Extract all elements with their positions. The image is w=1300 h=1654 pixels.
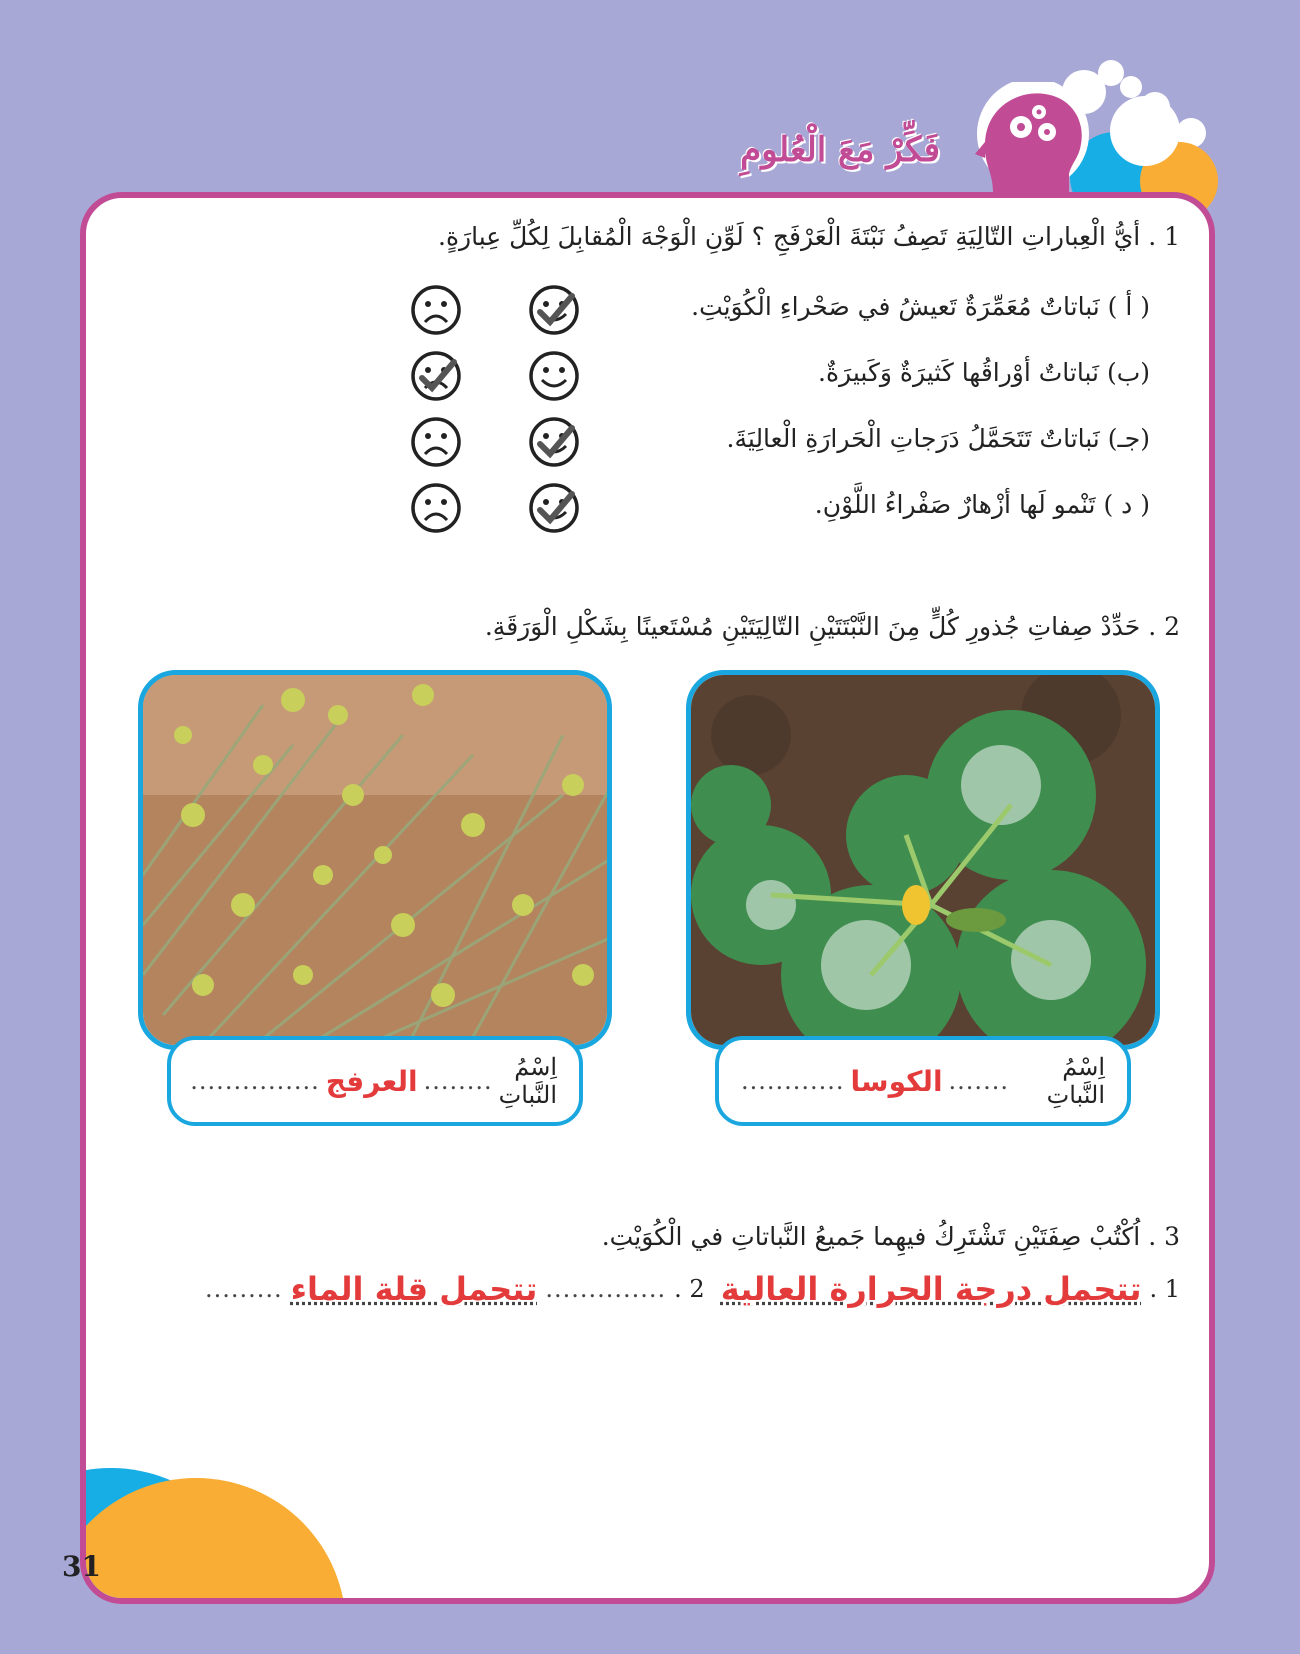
question-1-text: 1 . أيُّ الْعِباراتِ التّالِيَةِ تَصِفُ نَبْتَةَ الْعَرْفَجِ ؟ لَوِّنِ الْوَجْهَ الْمُقابِلَ لِكُلِّ عِبارَةٍ. [438,222,1180,251]
question-3-text: 3 . اُكْتُبْ صِفَتَيْنِ تَشْتَرِكُ فيهِما جَميعُ النَّباتاتِ في الْكُوَيْتِ. [601,1222,1180,1251]
sad-face-icon[interactable] [410,416,462,468]
statement-a: ( أ ) نَباتاتٌ مُعَمِّرَةٌ تَعيشُ في صَحْراءِ الْكُوَيْتِ. [691,292,1150,321]
dotted-line: .............. [545,1275,667,1303]
happy-face-checked-icon[interactable] [528,482,580,534]
plant-name-prompt: اِسْمُ النَّباتِ [498,1053,557,1109]
dotted-line: ............ [741,1067,845,1095]
plant-name-prompt: اِسْمُ النَّباتِ [1046,1053,1105,1109]
dotted-line: ........ [423,1067,493,1095]
statement-c: (جـ) نَباتاتٌ تَتَحَمَّلُ دَرَجاتِ الْحَرارَةِ الْعالِيَةَ. [726,424,1150,453]
zucchini-photo [686,670,1160,1050]
answer-number: 1 . [1149,1275,1180,1303]
dotted-line: ......... [205,1275,283,1303]
plant-name-answer: العرفج [325,1064,418,1098]
dotted-line: ............... [190,1067,320,1095]
plant-name-box-zucchini[interactable] [715,1036,1131,1126]
happy-face-checked-icon[interactable] [528,416,580,468]
happy-face-icon[interactable] [528,350,580,402]
arfaj-photo [138,670,612,1050]
sad-face-icon[interactable] [410,482,462,534]
decor-bubble [1110,96,1180,166]
plant-name-box-arfaj[interactable] [167,1036,583,1126]
brain-gears-icon [963,82,1093,197]
statement-d: ( د ) تَنْمو لَها أزْهارٌ صَفْراءُ اللَّوْنِ. [814,490,1150,519]
answer-text: تتحمل درجة الحرارة العالية [720,1270,1142,1308]
statement-b: (ب) نَباتاتٌ أوْراقُها كَثيرَةٌ وَكَبيرَةٌ. [818,358,1150,387]
sad-face-checked-icon[interactable] [410,350,462,402]
section-title: فَكِّرْ مَعَ الْعُلومِ [740,130,940,170]
answer-line-2[interactable] [205,1270,705,1308]
answer-text: تتحمل قلة الماء [290,1270,538,1308]
sad-face-icon[interactable] [410,284,462,336]
happy-face-checked-icon[interactable] [528,284,580,336]
decor-bubble [1120,76,1142,98]
dotted-line: ....... [948,1067,1009,1095]
page-number: 31 [62,1550,101,1583]
answer-number: 2 . [674,1275,705,1303]
plant-name-answer: الكوسا [850,1064,943,1098]
question-2-text: 2 . حَدِّدْ صِفاتِ جُذورِ كُلٍّ مِنَ النَّبْتَتَيْنِ التّالِيَتَيْنِ مُسْتَعينًا بِشَكْلِ الْوَرَقَةِ. [484,612,1180,641]
answer-line-1[interactable] [721,1270,1180,1308]
